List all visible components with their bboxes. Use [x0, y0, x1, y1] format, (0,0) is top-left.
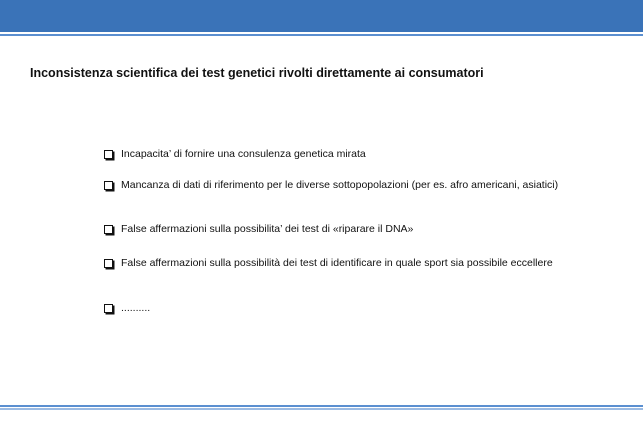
- slide-title: Inconsistenza scientifica dei test genetici rivolti direttamente ai consumatori: [30, 66, 484, 80]
- bullet-item: [104, 301, 574, 315]
- bullet-item: [104, 178, 574, 192]
- bullet-text: False affermazioni sulla possibilita’ dei test di «riparare il DNA»: [121, 223, 414, 235]
- checkbox-bullet-icon: [104, 150, 113, 159]
- checkbox-bullet-icon: [104, 304, 113, 313]
- bullet-item: [104, 147, 574, 161]
- bullet-text: ..........: [121, 302, 151, 314]
- footer-rule: [0, 405, 643, 407]
- footer-rule-light: [0, 408, 643, 410]
- bullet-item: [104, 222, 574, 236]
- bullet-text: Mancanza di dati di riferimento per le diverse sottopopolazioni (per es. afro americani, asiatici): [121, 179, 559, 191]
- header-band: [0, 0, 643, 32]
- bullet-text: Incapacita’ di fornire una consulenza genetica mirata: [121, 148, 366, 160]
- checkbox-bullet-icon: [104, 225, 113, 234]
- header-rule: [0, 34, 643, 36]
- checkbox-bullet-icon: [104, 259, 113, 268]
- bullet-item: [104, 256, 574, 270]
- bullet-text: False affermazioni sulla possibilità dei test di identificare in quale sport sia possibile eccellere: [121, 257, 553, 269]
- checkbox-bullet-icon: [104, 181, 113, 190]
